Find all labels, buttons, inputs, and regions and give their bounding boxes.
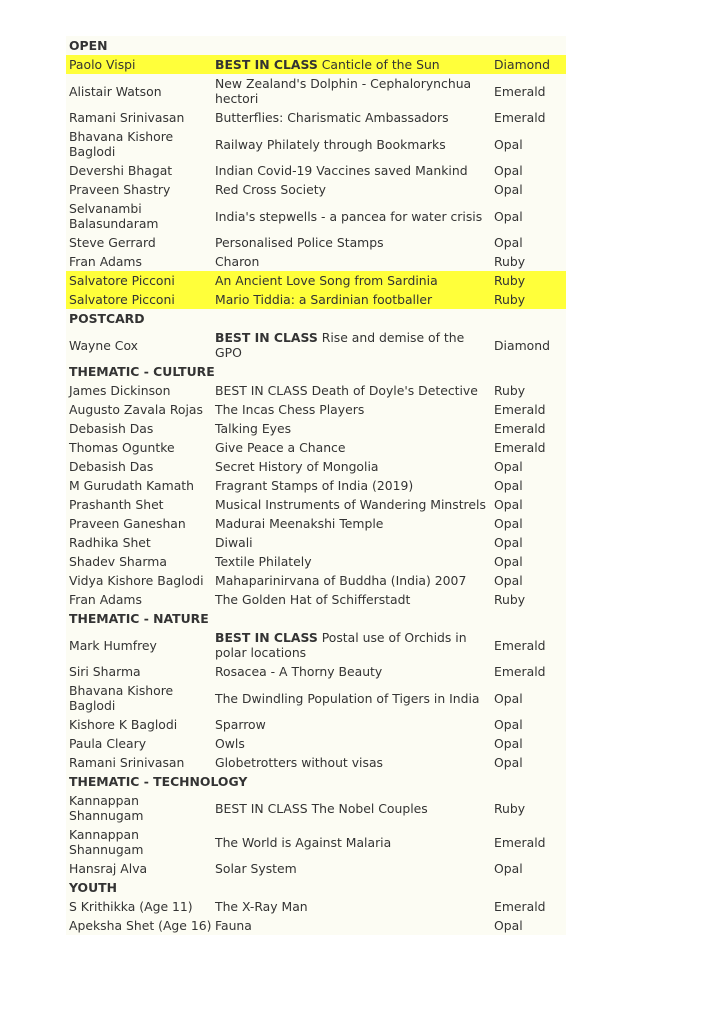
table-row [66,825,566,859]
exhibit-title-cell [212,715,491,734]
section-header-row [66,36,566,55]
table-row [66,161,566,180]
exhibitor-name: Ramani Srinivasan [69,755,185,770]
table-row [66,662,566,681]
table-row [66,571,566,590]
exhibit-title-cell [212,55,491,74]
awards-table-body [66,36,566,935]
exhibit-title-cell [212,662,491,681]
exhibitor-name: S Krithikka (Age 11) [69,899,193,914]
table-row [66,681,566,715]
medal-award: Opal [494,235,523,250]
table-row [66,328,566,362]
medal-award: Opal [494,478,523,493]
exhibit-title-cell [212,552,491,571]
table-row [66,514,566,533]
exhibitor-name: Prashanth Shet [69,497,164,512]
table-row [66,916,566,935]
exhibit-title-cell [212,74,491,108]
medal-award: Opal [494,918,523,933]
medal-award: Opal [494,717,523,732]
exhibit-title-cell [212,180,491,199]
exhibitor-name: Salvatore Picconi [66,290,212,309]
exhibit-title: The Golden Hat of Schifferstadt [215,592,411,607]
section-title: OPEN [69,38,108,53]
exhibit-title: Mario Tiddia: a Sardinian footballer [215,292,433,307]
best-in-class-label: BEST IN CLASS [215,57,318,72]
exhibit-title: The World is Against Malaria [215,834,392,850]
exhibit-title: Sparrow [215,717,266,732]
medal-award: Opal [494,535,523,550]
exhibitor-name: Bhavana Kishore Baglodi [69,129,174,159]
table-row [66,180,566,199]
exhibitor-name: Hansraj Alva [69,861,148,876]
exhibitor-name: Ramani Srinivasan [69,110,185,125]
exhibit-title: Secret History of Mongolia [215,459,379,474]
exhibit-title: Death of Doyle's Detective [311,383,478,398]
exhibit-title-cell [212,476,491,495]
table-row [66,233,566,252]
medal-award: Opal [494,208,523,224]
exhibitor-name: Vidya Kishore Baglodi [69,573,204,588]
exhibit-title: Give Peace a Chance [215,440,346,455]
medal-award: Opal [494,861,523,876]
exhibit-title-cell [212,199,491,233]
exhibit-title-cell [212,381,491,400]
table-row [66,271,566,290]
exhibit-title-cell [212,825,491,859]
exhibit-title-cell [212,859,491,878]
exhibit-title: Rosacea - A Thorny Beauty [215,664,383,679]
exhibit-title-cell [212,533,491,552]
table-row [66,381,566,400]
awards-table [66,36,566,935]
exhibitor-name: Kannappan Shannugam [69,827,144,857]
section-title: THEMATIC - TECHNOLOGY [69,774,248,789]
exhibitor-name: Radhika Shet [69,535,151,550]
exhibit-title: Indian Covid-19 Vaccines saved Mankind [215,163,468,178]
exhibitor-name: Mark Humfrey [69,637,157,653]
exhibitor-name: Salvatore Picconi [66,271,212,290]
exhibit-title-cell [212,233,491,252]
exhibit-title: The Dwindling Population of Tigers in India [215,690,480,706]
table-row [66,734,566,753]
exhibitor-name: M Gurudath Kamath [69,478,195,493]
medal-award: Opal [494,690,523,706]
exhibitor-name: Debasish Das [69,421,154,436]
table-row [66,495,566,514]
exhibit-title: Globetrotters without visas [215,755,383,770]
exhibitor-name: Thomas Oguntke [69,440,175,455]
exhibit-title-cell [212,252,491,271]
exhibit-title: The X-Ray Man [215,899,308,914]
exhibit-title-cell [212,328,491,362]
exhibit-title-cell [212,161,491,180]
exhibit-title: The Incas Chess Players [215,402,365,417]
table-row [66,199,566,233]
exhibit-title-cell [212,108,491,127]
exhibit-title-cell [212,681,491,715]
exhibit-title: India's stepwells - a pancea for water crisis [215,208,483,224]
table-row [66,457,566,476]
best-in-class-label: BEST IN CLASS [215,383,308,398]
exhibitor-name: Selvanambi Balasundaram [69,201,159,231]
section-header-row [66,362,566,381]
best-in-class-label: BEST IN CLASS [215,630,318,645]
exhibit-title-cell [212,897,491,916]
medal-award: Ruby [491,290,566,309]
exhibitor-name: Paula Cleary [69,736,147,751]
table-row [66,419,566,438]
exhibitor-name: Augusto Zavala Rojas [69,402,203,417]
medal-award: Ruby [494,800,526,816]
exhibit-title-cell [212,419,491,438]
medal-award: Emerald [494,664,546,679]
table-row [66,715,566,734]
medal-award: Opal [494,459,523,474]
medal-award: Emerald [494,834,546,850]
medal-award: Ruby [494,592,526,607]
exhibit-title: Talking Eyes [215,421,292,436]
medal-award: Opal [494,497,523,512]
medal-award: Emerald [494,83,546,99]
table-row [66,859,566,878]
exhibit-title: The Nobel Couples [311,800,428,816]
exhibitor-name: Steve Gerrard [69,235,156,250]
medal-award: Emerald [494,637,546,653]
exhibit-title: Charon [215,254,260,269]
exhibit-title-cell [212,916,491,935]
exhibit-title: Mahaparinirvana of Buddha (India) 2007 [215,573,467,588]
exhibitor-name: Kishore K Baglodi [69,717,178,732]
exhibitor-name: Fran Adams [69,592,142,607]
exhibit-title: An Ancient Love Song from Sardinia [215,273,438,288]
exhibitor-name: Alistair Watson [69,83,162,99]
exhibit-title: Fragrant Stamps of India (2019) [215,478,414,493]
exhibit-title-cell [212,290,491,309]
exhibitor-name: Wayne Cox [69,337,138,353]
table-row [66,791,566,825]
medal-award: Opal [494,136,523,152]
section-header-row [66,878,566,897]
exhibitor-name: Praveen Ganeshan [69,516,186,531]
table-row [66,438,566,457]
exhibit-title-cell [212,438,491,457]
exhibit-title-cell [212,628,491,662]
exhibit-title: Red Cross Society [215,182,326,197]
exhibit-title-cell [212,514,491,533]
exhibitor-name: Devershi Bhagat [69,163,173,178]
table-row [66,753,566,772]
exhibit-title: Fauna [215,918,252,933]
section-title: POSTCARD [69,311,145,326]
exhibit-title: New Zealand's Dolphin - Cephalorynchua hectori [215,76,472,106]
exhibit-title: Postal use of Orchids in polar locations [215,630,467,660]
exhibit-title: Canticle of the Sun [321,57,440,72]
exhibit-title-cell [212,734,491,753]
medal-award: Diamond [491,55,566,74]
exhibit-title-cell [212,495,491,514]
medal-award: Emerald [494,402,546,417]
exhibit-title: Musical Instruments of Wandering Minstrels [215,497,486,512]
exhibit-title: Butterflies: Charismatic Ambassadors [215,110,449,125]
exhibitor-name: Kannappan Shannugam [69,793,144,823]
exhibit-title: Railway Philately through Bookmarks [215,136,446,152]
medal-award: Opal [494,163,523,178]
exhibit-title: Madurai Meenakshi Temple [215,516,384,531]
medal-award: Ruby [494,383,526,398]
medal-award: Opal [494,573,523,588]
exhibitor-name: James Dickinson [69,383,171,398]
exhibitor-name: Debasish Das [69,459,154,474]
table-row [66,533,566,552]
exhibit-title-cell [212,400,491,419]
exhibit-title: Owls [215,736,245,751]
exhibit-title-cell [212,571,491,590]
table-row [66,74,566,108]
table-row [66,897,566,916]
table-row [66,127,566,161]
section-title: THEMATIC - NATURE [69,611,209,626]
medal-award: Ruby [494,254,526,269]
exhibit-title: Rise and demise of the GPO [215,330,465,360]
medal-award: Opal [494,516,523,531]
exhibit-title-cell [212,271,491,290]
best-in-class-label: BEST IN CLASS [215,330,318,345]
table-row [66,552,566,571]
table-row [66,108,566,127]
medal-award: Emerald [494,899,546,914]
table-row [66,400,566,419]
best-in-class-label: BEST IN CLASS [215,800,308,816]
table-row [66,476,566,495]
table-row [66,252,566,271]
exhibit-title-cell [212,457,491,476]
section-header-row [66,609,566,628]
exhibitor-name: Siri Sharma [69,664,141,679]
section-title: YOUTH [69,880,117,895]
exhibitor-name: Shadev Sharma [69,554,167,569]
exhibitor-name: Apeksha Shet (Age 16) [69,918,212,933]
exhibit-title-cell [212,590,491,609]
section-title: THEMATIC - CULTURE [69,364,215,379]
exhibit-title: Solar System [215,861,297,876]
exhibit-title: Personalised Police Stamps [215,235,384,250]
medal-award: Ruby [491,271,566,290]
exhibit-title-cell [212,791,491,825]
exhibitor-name: Praveen Shastry [69,182,171,197]
table-row [66,290,566,309]
table-row [66,55,566,74]
table-row [66,590,566,609]
medal-award: Diamond [494,337,550,353]
exhibitor-name: Paolo Vispi [66,55,212,74]
medal-award: Opal [494,554,523,569]
exhibit-title: Diwali [215,535,253,550]
medal-award: Opal [494,182,523,197]
medal-award: Opal [494,755,523,770]
exhibitor-name: Bhavana Kishore Baglodi [69,683,174,713]
exhibit-title-cell [212,127,491,161]
exhibit-title-cell [212,753,491,772]
medal-award: Emerald [494,110,546,125]
awards-sheet [66,36,566,935]
exhibit-title: Textile Philately [215,554,312,569]
medal-award: Opal [494,736,523,751]
medal-award: Emerald [494,440,546,455]
section-header-row [66,309,566,328]
exhibitor-name: Fran Adams [69,254,142,269]
medal-award: Emerald [494,421,546,436]
table-row [66,628,566,662]
section-header-row [66,772,566,791]
